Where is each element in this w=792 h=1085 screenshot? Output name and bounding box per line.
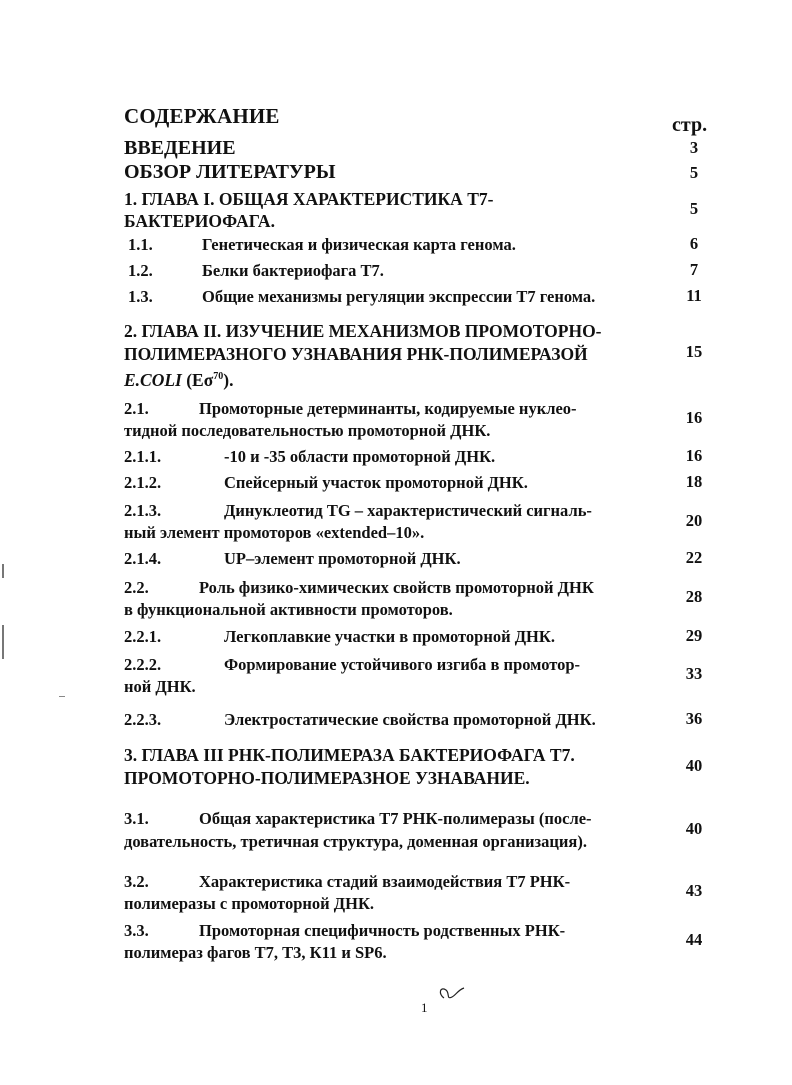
section-2-1-title-2: тидной последовательностью промоторной ДНК. xyxy=(124,421,491,440)
section-2-2-title-2: в функциональной активности промоторов. xyxy=(124,600,453,619)
section-3-1-title-2: довательность, третичная структура, доменная организация). xyxy=(124,832,587,851)
section-3-1-num: 3.1. xyxy=(124,809,149,828)
page-num-ch2: 15 xyxy=(685,342,703,361)
section-1-2-title: Белки бактериофага Т7. xyxy=(202,261,384,280)
sigma-notation: (Eσ xyxy=(186,369,214,390)
section-2-1-3-num: 2.1.3. xyxy=(124,501,162,520)
page-column-header: стр. xyxy=(672,114,708,136)
handwritten-mark-icon xyxy=(434,984,468,1006)
section-3-2-title-2: полимеразы с промоторной ДНК. xyxy=(124,894,375,913)
section-2-1-title-1: Промоторные детерминанты, кодируемые нуклео- xyxy=(199,399,577,418)
section-2-1-2-num: 2.1.2. xyxy=(124,473,162,492)
chapter-2-line-3 xyxy=(124,366,233,391)
section-2-1-1-title: -10 и -35 области промоторной ДНК. xyxy=(224,447,496,466)
section-2-2-title-1: Роль физико-химических свойств промоторной ДНК xyxy=(199,578,594,597)
section-1-2-num: 1.2. xyxy=(128,261,153,280)
section-2-1-4-num: 2.1.4. xyxy=(124,549,162,568)
section-1-1-num: 1.1. xyxy=(128,235,153,254)
toc-entry-review: ОБЗОР ЛИТЕРАТУРЫ xyxy=(124,161,336,183)
section-2-2-2-num: 2.2.2. xyxy=(124,655,162,674)
sigma-tail: ). xyxy=(223,369,234,390)
page-num-1-1: 6 xyxy=(689,234,699,253)
page-num-2-1-4: 22 xyxy=(685,548,703,567)
toc-title: СОДЕРЖАНИЕ xyxy=(124,104,280,128)
section-3-2-num: 3.2. xyxy=(124,872,149,891)
page-num-3-2: 43 xyxy=(685,881,703,900)
sigma-superscript: 70 xyxy=(213,371,224,382)
section-2-2-num: 2.2. xyxy=(124,578,149,597)
page-num-1-2: 7 xyxy=(689,260,699,279)
section-3-1-title-1: Общая характеристика Т7 РНК-полимеразы (после- xyxy=(199,809,592,828)
section-1-3-title: Общие механизмы регуляции экспрессии Т7 генома. xyxy=(202,287,596,306)
page-num-2-1-3: 20 xyxy=(685,511,703,530)
section-2-2-1-title: Легкоплавкие участки в промоторной ДНК. xyxy=(224,627,555,646)
section-2-1-num: 2.1. xyxy=(124,399,149,418)
page-num-review: 5 xyxy=(689,163,699,182)
section-1-3-num: 1.3. xyxy=(128,287,153,306)
section-2-2-3-num: 2.2.3. xyxy=(124,710,162,729)
chapter-1-line-1: 1. ГЛАВА I. ОБЩАЯ ХАРАКТЕРИСТИКА Т7- xyxy=(124,189,494,209)
scan-mark xyxy=(2,564,4,578)
page-num-2-2-3: 36 xyxy=(685,709,703,728)
page-num-1-3: 11 xyxy=(686,286,702,305)
section-2-2-1-num: 2.2.1. xyxy=(124,627,162,646)
page-num-2-2: 28 xyxy=(685,587,703,606)
section-2-1-4-title: UP–элемент промоторной ДНК. xyxy=(224,549,461,568)
toc-entry-intro: ВВЕДЕНИЕ xyxy=(124,137,236,159)
section-2-2-2-title-2: ной ДНК. xyxy=(124,677,196,696)
section-3-3-title-2: полимераз фагов Т7, Т3, К11 и SP6. xyxy=(124,943,387,962)
chapter-3-line-1: 3. ГЛАВА III РНК-ПОЛИМЕРАЗА БАКТЕРИОФАГА Т7. xyxy=(124,745,575,765)
page-num-2-1: 16 xyxy=(685,408,703,427)
page-num-2-1-2: 18 xyxy=(685,472,703,491)
page-num-ch3: 40 xyxy=(685,756,703,775)
scan-dash xyxy=(59,696,65,697)
footer-page-number: 1 xyxy=(421,1000,428,1015)
section-2-1-1-num: 2.1.1. xyxy=(124,447,162,466)
chapter-2-line-1: 2. ГЛАВА II. ИЗУЧЕНИЕ МЕХАНИЗМОВ ПРОМОТОРНО- xyxy=(124,321,602,341)
page-num-3-1: 40 xyxy=(685,819,703,838)
page-num-3-3: 44 xyxy=(685,930,703,949)
page-num-2-2-1: 29 xyxy=(685,626,703,645)
handwritten-stroke xyxy=(440,988,464,998)
section-2-1-3-title-2: ный элемент промоторов «extended–10». xyxy=(124,523,425,542)
section-3-3-num: 3.3. xyxy=(124,921,149,940)
section-2-2-2-title-1: Формирование устойчивого изгиба в промотор- xyxy=(224,655,581,674)
page-num-ch1: 5 xyxy=(689,199,699,218)
section-2-1-2-title: Спейсерный участок промоторной ДНК. xyxy=(224,473,528,492)
chapter-1-line-2: БАКТЕРИОФАГА. xyxy=(124,211,275,231)
chapter-3-line-2: ПРОМОТОРНО-ПОЛИМЕРАЗНОЕ УЗНАВАНИЕ. xyxy=(124,768,530,788)
section-2-1-3-title-1: Динуклеотид TG – характеристический сигналь- xyxy=(224,501,592,520)
chapter-2-line-2: ПОЛИМЕРАЗНОГО УЗНАВАНИЯ РНК-ПОЛИМЕРАЗОЙ xyxy=(124,344,588,364)
page-num-2-1-1: 16 xyxy=(685,446,703,465)
page-num-intro: 3 xyxy=(689,138,699,157)
scan-mark xyxy=(2,625,4,659)
section-3-3-title-1: Промоторная специфичность родственных РНК- xyxy=(199,921,566,940)
section-2-2-3-title: Электростатические свойства промоторной ДНК. xyxy=(224,710,596,729)
ecoli-italic: E.COLI xyxy=(124,369,182,390)
section-1-1-title: Генетическая и физическая карта генома. xyxy=(202,235,516,254)
page-num-2-2-2: 33 xyxy=(685,664,703,683)
section-3-2-title-1: Характеристика стадий взаимодействия Т7 РНК- xyxy=(199,872,571,891)
